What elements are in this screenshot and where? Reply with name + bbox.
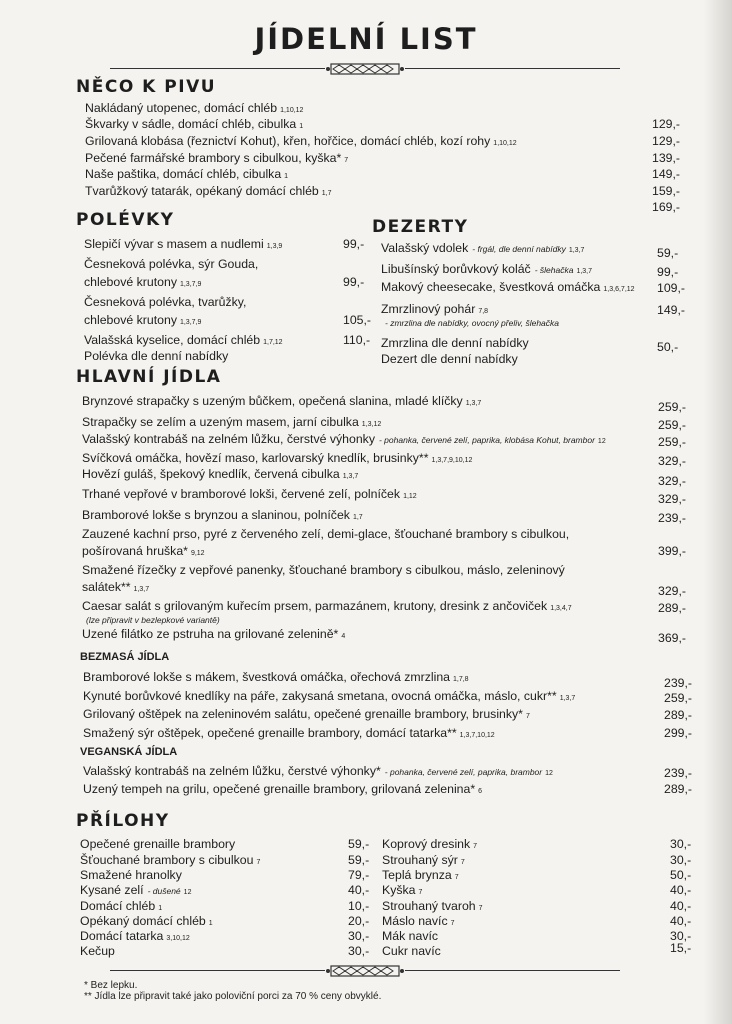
soup-name: chlebové krutony (84, 313, 177, 327)
side-left-item (80, 899, 162, 913)
meatless-item (83, 689, 575, 703)
soup-price: 99,- (343, 275, 365, 289)
vegan-item (83, 764, 553, 778)
main-item (82, 394, 481, 408)
vegan-allergens: 6 (478, 788, 483, 795)
snack-item (85, 101, 303, 115)
dessert-price: 109,- (657, 281, 686, 295)
snack-allergens: 1 (299, 123, 304, 130)
side-right-item (382, 837, 477, 851)
side-right-name: Strouhaný sýr (382, 853, 458, 867)
main-item (82, 432, 606, 446)
side-right-allergens: 7 (460, 859, 465, 866)
vegan-item (83, 782, 482, 796)
main-allergens: 1,3,7 (342, 473, 359, 480)
main-price: 289,- (658, 601, 687, 615)
main-name: Zauzené kachní prso, pyré z červeného zelí, demi-glace, šťouchané brambory s cibulkou, (82, 527, 570, 541)
soup-item (84, 349, 228, 363)
side-right-price: 30,- (670, 837, 692, 851)
side-right-allergens: 7 (450, 920, 455, 927)
side-right-item (382, 914, 455, 928)
side-left-price: 79,- (348, 868, 370, 882)
side-right-allergens: 7 (473, 843, 478, 850)
dessert-note: - zmrzlina dle nabídky, ovocný přeliv, šlehačka (385, 318, 560, 328)
side-right-allergens: 7 (418, 889, 423, 896)
dessert-allergens: 1,3,7 (568, 247, 585, 254)
dessert-name: Zmrzlina dle denní nabídky (381, 336, 529, 350)
side-right-price: 40,- (670, 883, 692, 897)
vegan-allergens: 12 (545, 770, 553, 777)
snack-price: 159,- (652, 184, 681, 198)
main-name: Strapačky se zelím a uzeným masem, jarní cibulka (82, 415, 359, 429)
meatless-allergens: 1,3,7 (559, 695, 576, 702)
soup-name: Slepičí vývar s masem a nudlemi (84, 237, 264, 251)
meatless-item (83, 670, 469, 684)
soup-price: 99,- (343, 237, 365, 251)
main-name: salátek** (82, 580, 131, 594)
dessert-price: 99,- (657, 265, 679, 279)
main-allergens: 1,3,7 (465, 400, 482, 407)
side-right-name: Teplá brynza (382, 868, 452, 882)
side-left-price: 30,- (348, 929, 370, 943)
vegan-note: - pohanka, červené zelí, paprika, brambor (384, 767, 543, 777)
main-name: Uzené filátko ze pstruha na grilované zelenině* (82, 627, 339, 641)
snack-name: Grilovaná klobása (řeznictví Kohut), křen, hořčice, domácí chléb, kozí rohy (85, 134, 491, 148)
side-right-price: 40,- (670, 914, 692, 928)
side-left-item (80, 883, 191, 897)
main-item (82, 508, 363, 522)
side-right-item (382, 883, 422, 897)
side-left-name: Kečup (80, 944, 115, 958)
snack-item (85, 184, 332, 198)
soup-allergens: 1,3,7,9 (179, 281, 202, 288)
main-name: Brynzové strapačky s uzeným bůčkem, opečená slanina, mladé klíčky (82, 394, 463, 408)
snack-item (85, 167, 288, 181)
soup-name: Česneková polévka, sýr Gouda, (84, 257, 259, 271)
dessert-item (381, 315, 559, 329)
meatless-allergens: 1,3,7,10,12 (459, 732, 495, 739)
heading-prilohy: PŘÍLOHY (76, 811, 170, 831)
soup-item (84, 313, 201, 327)
snack-price: 129,- (652, 134, 681, 148)
side-right-item (382, 899, 483, 913)
snack-name: Škvarky v sádle, domácí chléb, cibulka (85, 117, 297, 131)
side-left-price: 59,- (348, 837, 370, 851)
dessert-name: Dezert dle denní nabídky (381, 352, 518, 366)
soup-name: chlebové krutony (84, 275, 177, 289)
vegan-name: Uzený tempeh na grilu, opečené grenaille brambory, grilovaná zelenina* (83, 782, 476, 796)
snack-name: Pečené farmářské brambory s cibulkou, kyška* (85, 151, 342, 165)
side-left-name: Opečené grenaille brambory (80, 837, 236, 851)
main-item (82, 415, 381, 429)
side-right-allergens: 7 (478, 905, 483, 912)
dessert-allergens: 1,3,6,7,12 (603, 286, 635, 293)
snack-allergens: 1,10,12 (280, 107, 304, 114)
main-item (82, 544, 205, 558)
soup-name: Polévka dle denní nabídky (84, 349, 229, 363)
main-name: pošírovaná hruška* (82, 544, 188, 558)
main-price: 259,- (658, 400, 687, 414)
heading-bezmasa-jidla: BEZMASÁ JÍDLA (80, 651, 170, 663)
side-left-name: Šťouchané brambory s cibulkou (80, 853, 254, 867)
side-left-name: Smažené hranolky (80, 868, 182, 882)
side-right-price: 30,- (670, 929, 692, 943)
soup-allergens: 1,3,9 (266, 243, 283, 250)
dessert-price: 59,- (657, 246, 679, 260)
dessert-name: Zmrzlinový pohár (381, 302, 476, 316)
side-left-item (80, 929, 190, 943)
snack-price: 129,- (652, 117, 681, 131)
footnote-gluten-free: * Bez lepku. (84, 980, 138, 991)
main-allergens: 4 (341, 633, 346, 640)
bottom-ornament (110, 964, 620, 978)
main-name: Valašský kontrabáš na zelném lůžku, čerstvé výhonky (82, 432, 375, 446)
main-price: 259,- (658, 418, 687, 432)
side-right-price: 15,- (670, 941, 692, 955)
side-left-item (80, 868, 182, 882)
main-name: Svíčková omáčka, hovězí maso, karlovarský knedlík, brusinky** (82, 451, 429, 465)
side-left-allergens: 12 (183, 889, 192, 896)
snack-allergens: 1 (284, 173, 289, 180)
main-note: (lze připravit v bezlepkové variantě) (86, 615, 220, 625)
meatless-price: 289,- (664, 708, 693, 722)
side-right-name: Máslo navíc (382, 914, 448, 928)
main-price: 369,- (658, 631, 687, 645)
side-left-name: Domácí chléb (80, 899, 156, 913)
main-price: 399,- (658, 544, 687, 558)
snack-allergens: 1,10,12 (493, 140, 517, 147)
snack-name: Tvarůžkový tatarák, opékaný domácí chléb (85, 184, 319, 198)
main-price: 329,- (658, 584, 687, 598)
main-item (82, 627, 345, 641)
dessert-allergens: 7,8 (478, 308, 489, 315)
side-left-price: 20,- (348, 914, 370, 928)
snack-name: Nakládaný utopenec, domácí chléb (85, 101, 278, 115)
meatless-allergens: 1,7,8 (453, 676, 469, 683)
main-price: 329,- (658, 474, 687, 488)
snack-allergens: 1,7 (321, 190, 332, 197)
side-left-price: 30,- (348, 944, 370, 958)
meatless-name: Bramborové lokše s mákem, švestková omáčka, ořechová zmrzlina (83, 670, 450, 684)
side-right-name: Mák navíc (382, 929, 439, 943)
main-item (82, 580, 149, 594)
side-left-name: Opékaný domácí chléb (80, 914, 206, 928)
main-price: 329,- (658, 492, 687, 506)
dessert-item (381, 241, 584, 255)
side-left-allergens: 1 (158, 905, 163, 912)
side-left-price: 59,- (348, 853, 370, 867)
side-right-name: Kyška (382, 883, 416, 897)
dessert-price: 149,- (657, 303, 686, 317)
top-ornament (110, 62, 620, 76)
main-item (82, 451, 472, 465)
soup-allergens: 1,7,12 (263, 339, 283, 346)
snack-item (85, 151, 348, 165)
side-left-allergens: 1 (208, 920, 213, 927)
side-right-item (382, 944, 441, 958)
side-left-allergens: 7 (256, 859, 261, 866)
dessert-item (381, 280, 635, 294)
dessert-name: Valašský vdolek (381, 241, 469, 255)
heading-dezerty: DEZERTY (372, 217, 469, 237)
main-allergens: 12 (597, 438, 606, 445)
main-allergens: 1,3,4,7 (550, 605, 572, 612)
main-name: Bramborové lokše s brynzou a slaninou, polníček (82, 508, 350, 522)
soup-price: 110,- (343, 333, 371, 347)
main-name: Caesar salát s grilovaným kuřecím prsem, parmazánem, krutony, dresink z ančoviček (82, 599, 548, 613)
dessert-note: - frgál, dle denní nabídky (472, 244, 566, 254)
side-right-item (382, 929, 438, 943)
meatless-price: 259,- (664, 691, 693, 705)
side-right-price: 40,- (670, 899, 692, 913)
snack-item (85, 117, 303, 131)
vegan-name: Valašský kontrabáš na zelném lůžku, čerstvé výhonky* (83, 764, 381, 778)
snack-allergens: 7 (344, 157, 349, 164)
side-left-name: Kysané zelí (80, 883, 144, 897)
vegan-price: 239,- (664, 766, 693, 780)
main-price: 259,- (658, 435, 687, 449)
main-item (82, 612, 220, 626)
side-left-name: Domácí tatarka (80, 929, 164, 943)
soup-item (84, 257, 258, 271)
side-right-name: Strouhaný tvaroh (382, 899, 476, 913)
meatless-price: 239,- (664, 676, 693, 690)
soup-item (84, 237, 282, 251)
snack-item (85, 134, 517, 148)
soup-item (84, 295, 246, 309)
main-allergens: 1,3,7,9,10,12 (431, 457, 473, 464)
side-right-item (382, 868, 459, 882)
main-item (82, 487, 417, 501)
side-right-name: Cukr navíc (382, 944, 441, 958)
side-left-item (80, 914, 213, 928)
soup-allergens: 1,3,7,9 (179, 319, 202, 326)
side-left-item (80, 837, 235, 851)
side-left-price: 40,- (348, 883, 370, 897)
main-allergens: 1,3,12 (361, 421, 382, 428)
footnote-half-portion: ** Jídla lze připravit také jako poloviční porci za 70 % ceny obvyklé. (84, 991, 382, 1002)
vegan-price: 289,- (664, 782, 693, 796)
dessert-item (381, 262, 592, 276)
dessert-name: Makový cheesecake, švestková omáčka (381, 280, 601, 294)
main-name: Smažené řízečky z vepřové panenky, šťouchané brambory s cibulkou, máslo, zeleninový (82, 563, 565, 577)
side-right-price: 30,- (670, 853, 692, 867)
main-allergens: 1,3,7 (133, 586, 150, 593)
soup-item (84, 275, 201, 289)
meatless-item (83, 726, 495, 740)
snack-price: 139,- (652, 151, 681, 165)
main-name: Trhané vepřové v bramborové lokši, červené zelí, polníček (82, 487, 401, 501)
dessert-item (381, 352, 518, 366)
side-left-price: 10,- (348, 899, 370, 913)
main-item (82, 527, 569, 541)
main-note: - pohanka, červené zelí, paprika, klobása Kohut, brambor (378, 435, 595, 445)
dessert-price: 50,- (657, 340, 679, 354)
side-left-allergens: 3,10,12 (166, 935, 190, 942)
dessert-note: - šlehačka (534, 265, 574, 275)
meatless-name: Kynuté borůvkové knedlíky na páře, zakysaná smetana, ovocná omáčka, máslo, cukr** (83, 689, 557, 703)
meatless-name: Grilovaný oštěpek na zeleninovém salátu, opečené grenaille brambory, brusinky* (83, 707, 523, 721)
dessert-item (381, 336, 529, 350)
side-right-allergens: 7 (454, 874, 459, 881)
heading-neco-k-pivu: NĚCO K PIVU (76, 77, 217, 97)
side-left-item (80, 853, 260, 867)
meatless-item (83, 707, 530, 721)
menu-title: JÍDELNÍ LIST (254, 22, 478, 56)
side-right-name: Koprový dresink (382, 837, 471, 851)
dessert-allergens: 1,3,7 (576, 268, 593, 275)
main-name: Hovězí guláš, špekový knedlík, červená cibulka (82, 467, 340, 481)
side-right-price: 50,- (670, 868, 692, 882)
dessert-name: Libušínský borůvkový koláč (381, 262, 531, 276)
side-right-item (382, 853, 465, 867)
snack-price: 149,- (652, 167, 681, 181)
soup-item (84, 333, 283, 347)
side-left-note: - dušené (147, 886, 181, 896)
meatless-name: Smažený sýr oštěpek, opečené grenaille brambory, domácí tatarka** (83, 726, 457, 740)
main-allergens: 1,7 (352, 514, 363, 521)
heading-polevky: POLÉVKY (76, 210, 175, 230)
main-allergens: 9,12 (190, 550, 205, 557)
main-price: 239,- (658, 511, 687, 525)
page-edge-shadow (704, 0, 732, 1024)
main-price: 329,- (658, 454, 687, 468)
snack-price: 169,- (652, 200, 681, 214)
soup-name: Valašská kyselice, domácí chléb (84, 333, 261, 347)
side-left-item (80, 944, 115, 958)
heading-hlavni-jidla: HLAVNÍ JÍDLA (76, 367, 222, 387)
main-item (82, 563, 565, 577)
heading-veganska-jidla: VEGANSKÁ JÍDLA (80, 746, 178, 758)
main-allergens: 1,12 (403, 493, 417, 500)
meatless-price: 299,- (664, 726, 693, 740)
soup-price: 105,- (343, 313, 372, 327)
main-item (82, 467, 358, 481)
dessert-item (381, 302, 488, 316)
snack-name: Naše paštika, domácí chléb, cibulka (85, 167, 282, 181)
meatless-allergens: 7 (525, 713, 530, 720)
soup-name: Česneková polévka, tvarůžky, (84, 295, 247, 309)
main-item (82, 599, 572, 613)
